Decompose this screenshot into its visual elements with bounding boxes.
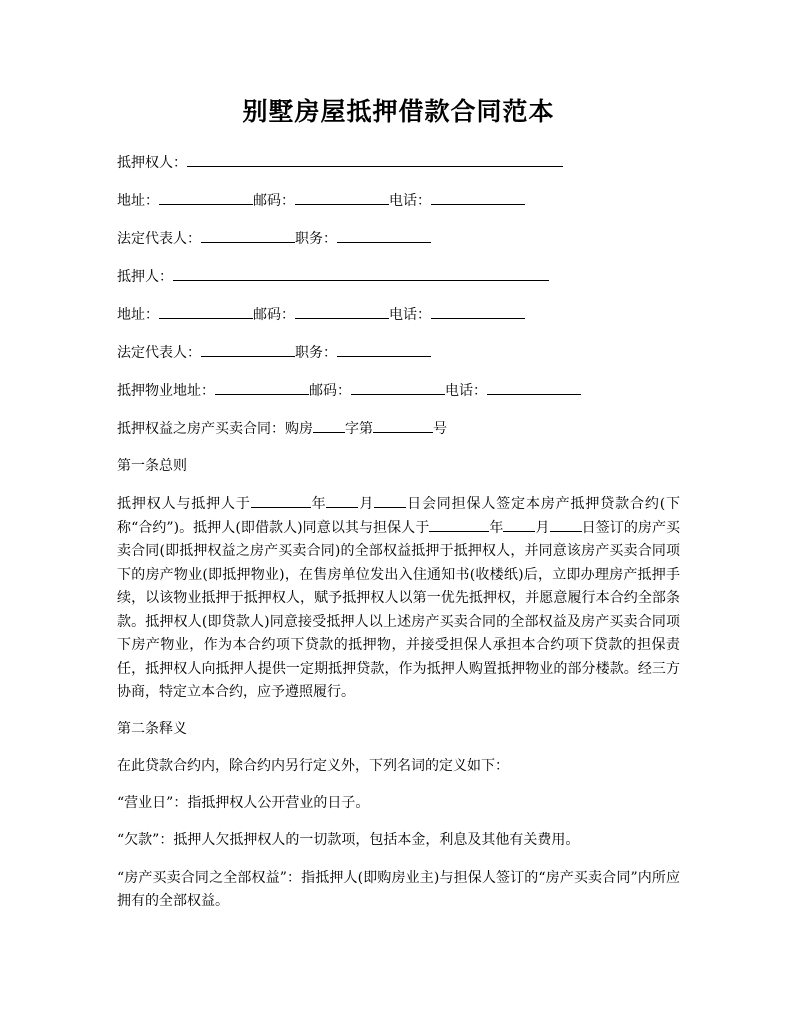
- mortgagee-label: 抵押权人：: [117, 155, 187, 171]
- text-run: 月: [535, 519, 550, 536]
- zip-label: 邮码：: [253, 307, 295, 323]
- mortgagor-blank: [173, 266, 549, 281]
- address-blank: [159, 304, 253, 319]
- mortgagor-rep-line: [117, 342, 680, 363]
- text-run: 年: [310, 496, 327, 512]
- address-blank: [159, 190, 253, 205]
- text-run: 年: [489, 519, 504, 536]
- definition-contract-rights: “房产买卖合同之全部权益”：指抵押人(即购房业主)与担保人签订的“房产买卖合同”内所应拥有的全部权益。: [117, 869, 680, 909]
- definition-business-day: “营业日”：指抵押权人公开营业的日子。: [117, 794, 370, 811]
- address-label: 地址：: [117, 307, 159, 323]
- phone-blank: [431, 304, 525, 319]
- article2-heading: 第二条释义: [117, 720, 187, 737]
- contract-word-blank: [313, 418, 345, 433]
- mortgagee-line: [117, 152, 680, 173]
- contract-ref-mid: 字第: [345, 421, 373, 437]
- year-blank: [429, 517, 489, 532]
- month-blank: [326, 493, 358, 508]
- mortgagee-contact-line: [117, 190, 680, 211]
- contract-ref-prefix: 抵押权益之房产买卖合同：购房: [117, 421, 313, 437]
- contract-ref-suffix: 号: [433, 421, 447, 437]
- text-run: 日会同担保人签定本房产抵押贷款合约(下称“合约”)。抵押人(即借款人)同意以其与担保人于: [117, 496, 681, 536]
- zip-label: 邮码：: [253, 193, 295, 209]
- property-line: [117, 380, 680, 401]
- property-address-label: 抵押物业地址：: [117, 383, 215, 399]
- job-title-blank: [337, 228, 431, 243]
- mortgagor-contact-line: [117, 304, 680, 325]
- month-blank: [503, 517, 535, 532]
- definition-debt: “欠款”：抵押人欠抵押权人的一切款项，包括本金，利息及其他有关费用。: [117, 831, 580, 848]
- article1-heading: 第一条总则: [117, 458, 187, 474]
- zip-blank: [295, 190, 389, 205]
- phone-label: 电话：: [389, 193, 431, 209]
- phone-blank: [431, 190, 525, 205]
- zip-label: 邮码：: [309, 383, 351, 399]
- article1-paragraph: [117, 493, 680, 705]
- address-label: 地址：: [117, 193, 159, 209]
- year-blank: [251, 493, 311, 508]
- legal-rep-label: 法定代表人：: [117, 231, 201, 247]
- text-run: 日签订的房产买卖合同(即抵押权益之房产买卖合同)的全部权益抵押于抵押权人，并同意该房产买卖合同项下的房产物业(即抵押物业)，在售房单位发出入住通知书(收楼纸)后，立即办理房产抵押手续，以该物业抵押于抵押权人，赋予抵押权人以第一优先抵押权，并愿意履行本合约全部条款。抵押权人(即贷款人)同意接受抵押人以上述房产买卖合同的全部权益及房产买卖合同项下房产物业，作为本合约项下贷款的抵押物，并接受担保人承担本合约项下贷款的担保责任，抵押权人向抵押人提供一定期抵押贷款，作为抵押人购置抵押物业的部分楼款。经三方协商，特定立本合约，应予遵照履行。: [117, 519, 681, 700]
- property-address-blank: [215, 380, 309, 395]
- mortgagee-blank: [187, 152, 563, 167]
- job-title-label: 职务：: [295, 345, 337, 361]
- day-blank: [374, 493, 406, 508]
- mortgagor-line: [117, 266, 680, 287]
- zip-blank: [351, 380, 445, 395]
- mortgagor-label: 抵押人：: [117, 269, 173, 285]
- phone-blank: [487, 380, 581, 395]
- contract-number-blank: [373, 418, 433, 433]
- article2-intro: 在此贷款合约内，除合约内另行定义外，下列名词的定义如下：: [117, 757, 509, 774]
- text-run: 月: [358, 496, 375, 512]
- job-title-label: 职务：: [295, 231, 337, 247]
- day-blank: [550, 517, 582, 532]
- document-title: 别墅房屋抵押借款合同范本: [242, 97, 555, 126]
- mortgagee-rep-line: [117, 228, 680, 249]
- job-title-blank: [337, 342, 431, 357]
- text-run: 抵押权人与抵押人于: [117, 496, 251, 512]
- legal-rep-blank: [201, 342, 295, 357]
- legal-rep-label: 法定代表人：: [117, 345, 201, 361]
- phone-label: 电话：: [389, 307, 431, 323]
- zip-blank: [295, 304, 389, 319]
- legal-rep-blank: [201, 228, 295, 243]
- phone-label: 电话：: [445, 383, 487, 399]
- contract-ref-line: [117, 418, 680, 439]
